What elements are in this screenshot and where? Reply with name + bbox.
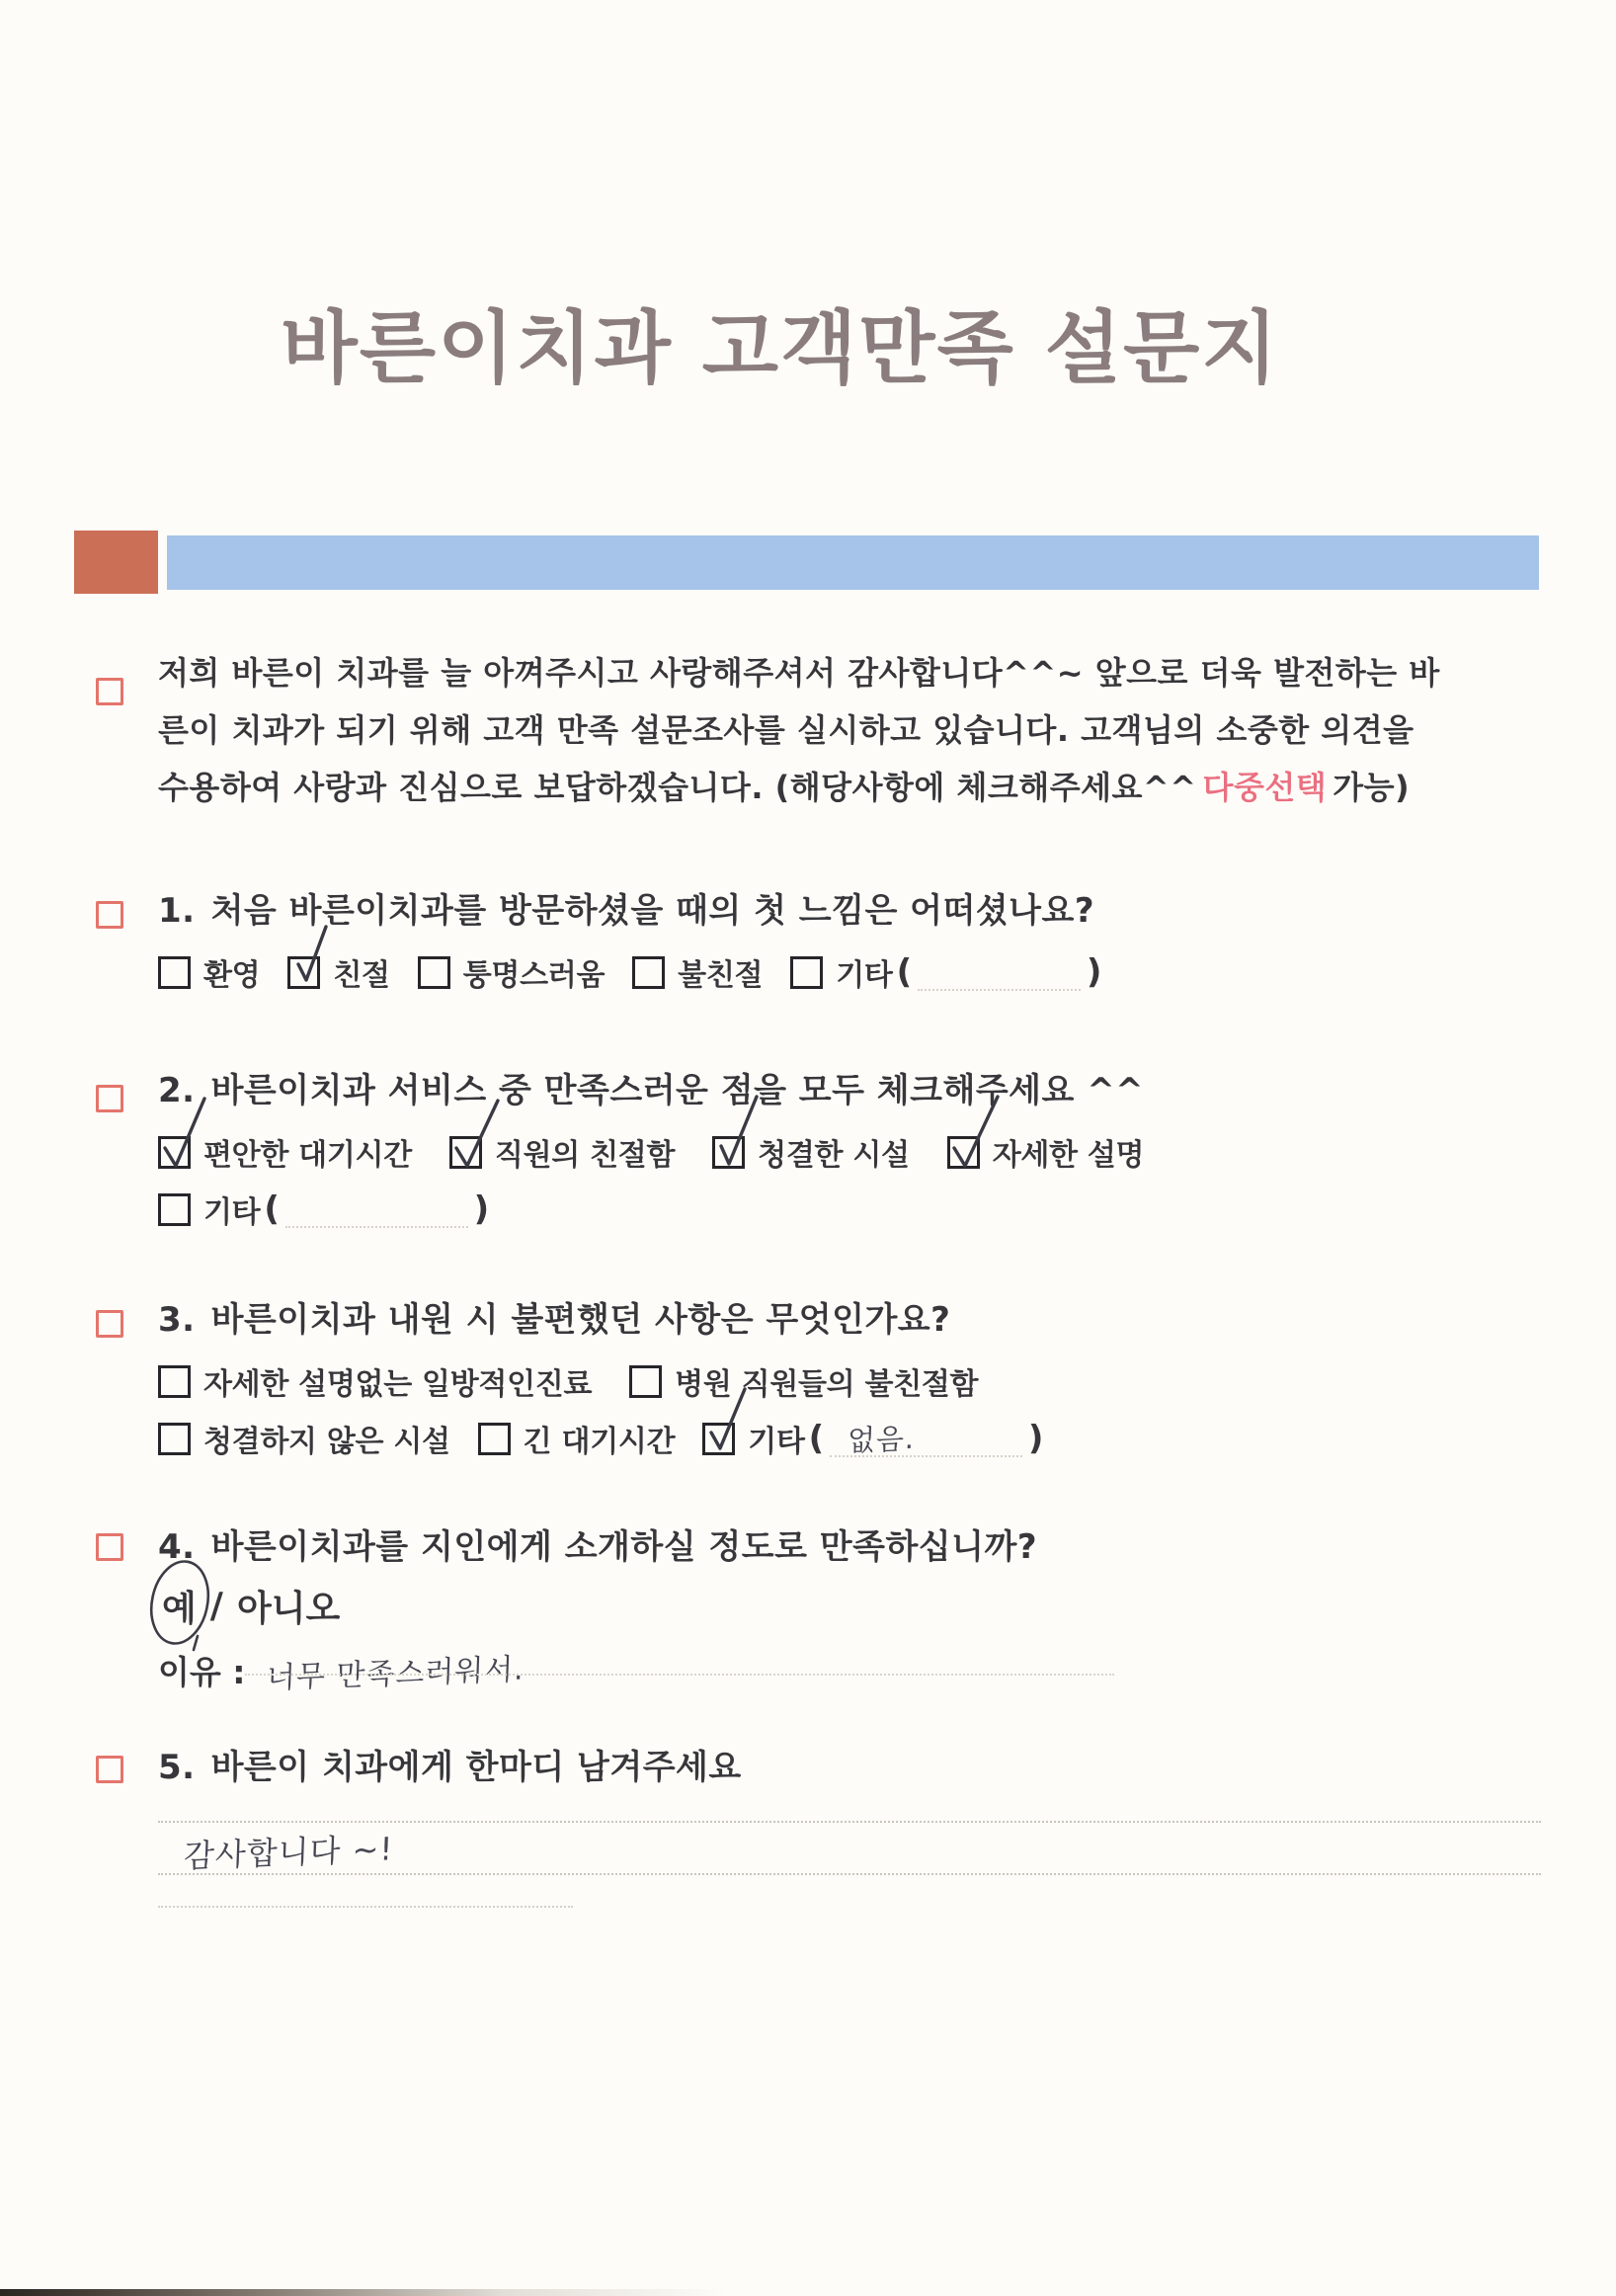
question-2-text: [158, 1067, 1580, 1114]
question-3-text: [158, 1296, 1580, 1344]
question-4-number: 4.: [158, 1527, 196, 1567]
question-2: [158, 1067, 1580, 1231]
q1-option-kind[interactable]: [287, 950, 389, 994]
q2-option-detailed-explanation[interactable]: [947, 1130, 1145, 1174]
paren-close: ): [1086, 952, 1102, 992]
q3-other-handwritten-answer: 없음.: [847, 1421, 916, 1458]
question-5-number: 5.: [158, 1748, 196, 1787]
orange-accent-block: [74, 531, 158, 594]
q2-bullet-square: [96, 1085, 123, 1112]
q1-option-unkind[interactable]: [632, 950, 763, 994]
intro-paragraph: [158, 644, 1571, 816]
question-4-body: 바른이치과를 지인에게 소개하실 정도로 만족하십니까?: [210, 1527, 1038, 1567]
option-label: 기타: [836, 958, 893, 993]
checkbox-checked[interactable]: [712, 1136, 745, 1169]
q3-option-long-wait[interactable]: [478, 1417, 676, 1460]
option-label: 자세한 설명: [992, 1138, 1145, 1173]
q4-option-no[interactable]: 아니오: [236, 1589, 341, 1629]
q2-other-blank[interactable]: [285, 1190, 468, 1228]
q3-option-unclean-facility[interactable]: [158, 1417, 450, 1460]
question-1: [158, 887, 1580, 994]
option-label: 긴 대기시간: [523, 1425, 676, 1459]
q4-bullet-square: [96, 1533, 123, 1561]
question-4-text: [158, 1523, 1580, 1571]
question-3-options-row2: [158, 1417, 1580, 1460]
paren-open: (: [808, 1419, 824, 1458]
option-label: 청결한 시설: [758, 1138, 910, 1173]
question-1-body: 처음 바른이치과를 방문하셨을 때의 첫 느낌은 어떠셨나요?: [210, 891, 1095, 931]
q5-handwritten-answer: 감사합니다 ~!: [183, 1830, 394, 1875]
question-3-body: 바른이치과 내원 시 불편했던 사항은 무엇인가요?: [210, 1300, 951, 1340]
question-1-text: [158, 887, 1580, 935]
checkbox-unchecked[interactable]: [158, 1365, 191, 1398]
checkbox-unchecked[interactable]: [478, 1423, 511, 1455]
question-5-text: [158, 1744, 1580, 1791]
answer-dotted-line-1[interactable]: [158, 1821, 1541, 1823]
reason-dotted-line: [245, 1674, 1114, 1676]
question-2-number: 2.: [158, 1071, 196, 1110]
question-2-options-row1: [158, 1130, 1580, 1174]
paren-close: ): [1027, 1419, 1044, 1458]
question-4-reason-row: [158, 1647, 1580, 1696]
checkbox-unchecked[interactable]: [629, 1365, 662, 1398]
option-label: 기타: [748, 1425, 805, 1459]
option-label: 기타: [203, 1195, 261, 1230]
intro-line-3-post: 가능): [1333, 769, 1411, 806]
intro-line-3: [158, 759, 1571, 816]
checkbox-checked[interactable]: [287, 956, 320, 989]
checkbox-checked[interactable]: [947, 1136, 980, 1169]
paren-open: (: [896, 952, 912, 992]
intro-bullet-square: [96, 678, 123, 705]
question-2-options-row2: [158, 1188, 1580, 1231]
q2-option-clean-facility[interactable]: [712, 1130, 910, 1174]
checkbox-checked[interactable]: [158, 1136, 191, 1169]
option-label: 자세한 설명없는 일방적인진료: [203, 1367, 593, 1402]
multi-select-highlight: 다중선택: [1202, 769, 1328, 806]
q2-option-staff-kindness[interactable]: [449, 1130, 675, 1174]
q3-option-unkind-staff[interactable]: [629, 1359, 978, 1403]
question-4-yesno-row: [158, 1581, 1580, 1631]
page-title: 바른이치과 고객만족 설문지: [281, 302, 1280, 394]
reason-label: 이유 :: [158, 1653, 246, 1691]
q3-option-other[interactable]: [702, 1417, 1047, 1460]
option-label: 불친절: [678, 958, 764, 993]
blue-accent-bar: [167, 535, 1539, 590]
checkbox-checked[interactable]: [702, 1423, 735, 1455]
option-label: 편안한 대기시간: [203, 1138, 412, 1173]
question-5-body: 바른이 치과에게 한마디 남겨주세요: [210, 1748, 742, 1787]
q2-option-other[interactable]: [158, 1188, 493, 1231]
intro-line-3-pre: 수용하여 사랑과 진심으로 보답하겠습니다. (해당사항에 체크해주세요^^: [158, 769, 1197, 806]
q4-option-yes[interactable]: [158, 1581, 201, 1631]
intro-line-2: 른이 치과가 되기 위해 고객 만족 설문조사를 실시하고 있습니다. 고객님의 소중한 의견을: [158, 711, 1414, 749]
checkbox-checked[interactable]: [449, 1136, 482, 1169]
yesno-separator: /: [209, 1586, 223, 1626]
question-3-options-row1: [158, 1359, 1580, 1403]
q1-other-blank[interactable]: [918, 953, 1081, 991]
q1-option-welcome[interactable]: [158, 950, 260, 994]
paren-open: (: [264, 1189, 280, 1229]
q3-bullet-square: [96, 1310, 123, 1338]
checkbox-unchecked[interactable]: [632, 956, 665, 989]
q1-option-other[interactable]: [790, 950, 1105, 994]
question-1-options: [158, 950, 1580, 994]
question-2-body: 바른이치과 서비스 중 만족스러운 점을 모두 체크해주세요 ^^: [210, 1071, 1145, 1110]
question-4: [158, 1523, 1580, 1696]
option-label: 친절: [333, 958, 390, 993]
answer-dotted-line-3[interactable]: [158, 1906, 573, 1908]
checkbox-unchecked[interactable]: [790, 956, 823, 989]
q3-option-one-sided-care[interactable]: [158, 1359, 592, 1403]
checkbox-unchecked[interactable]: [158, 1193, 191, 1226]
yes-label: 예: [162, 1589, 197, 1629]
scanner-edge-artifact: [0, 2289, 968, 2296]
option-label: 환영: [203, 958, 261, 993]
reason-handwritten-answer: 너무 만족스러워서.: [266, 1652, 525, 1696]
question-5: [158, 1744, 1580, 1791]
answer-dotted-line-2[interactable]: [158, 1873, 1541, 1875]
paren-close: ): [473, 1189, 489, 1229]
checkbox-unchecked[interactable]: [158, 1423, 191, 1455]
checkbox-unchecked[interactable]: [418, 956, 450, 989]
question-1-number: 1.: [158, 891, 196, 931]
q1-option-blunt[interactable]: [418, 950, 605, 994]
question-3-number: 3.: [158, 1300, 196, 1340]
option-label: 병원 직원들의 불친절함: [675, 1367, 979, 1402]
question-3: [158, 1296, 1580, 1460]
option-label: 직원의 친절함: [494, 1138, 676, 1173]
q1-bullet-square: [96, 901, 123, 929]
option-label: 퉁명스러움: [462, 958, 606, 993]
intro-line-1: 저희 바른이 치과를 늘 아껴주시고 사랑해주셔서 감사합니다^^~ 앞으로 더욱 발전하는 바: [158, 654, 1440, 692]
q3-other-blank[interactable]: [830, 1420, 1022, 1457]
q2-option-waiting[interactable]: [158, 1130, 412, 1174]
q5-bullet-square: [96, 1756, 123, 1783]
option-label: 청결하지 않은 시설: [203, 1425, 450, 1459]
checkbox-unchecked[interactable]: [158, 956, 191, 989]
